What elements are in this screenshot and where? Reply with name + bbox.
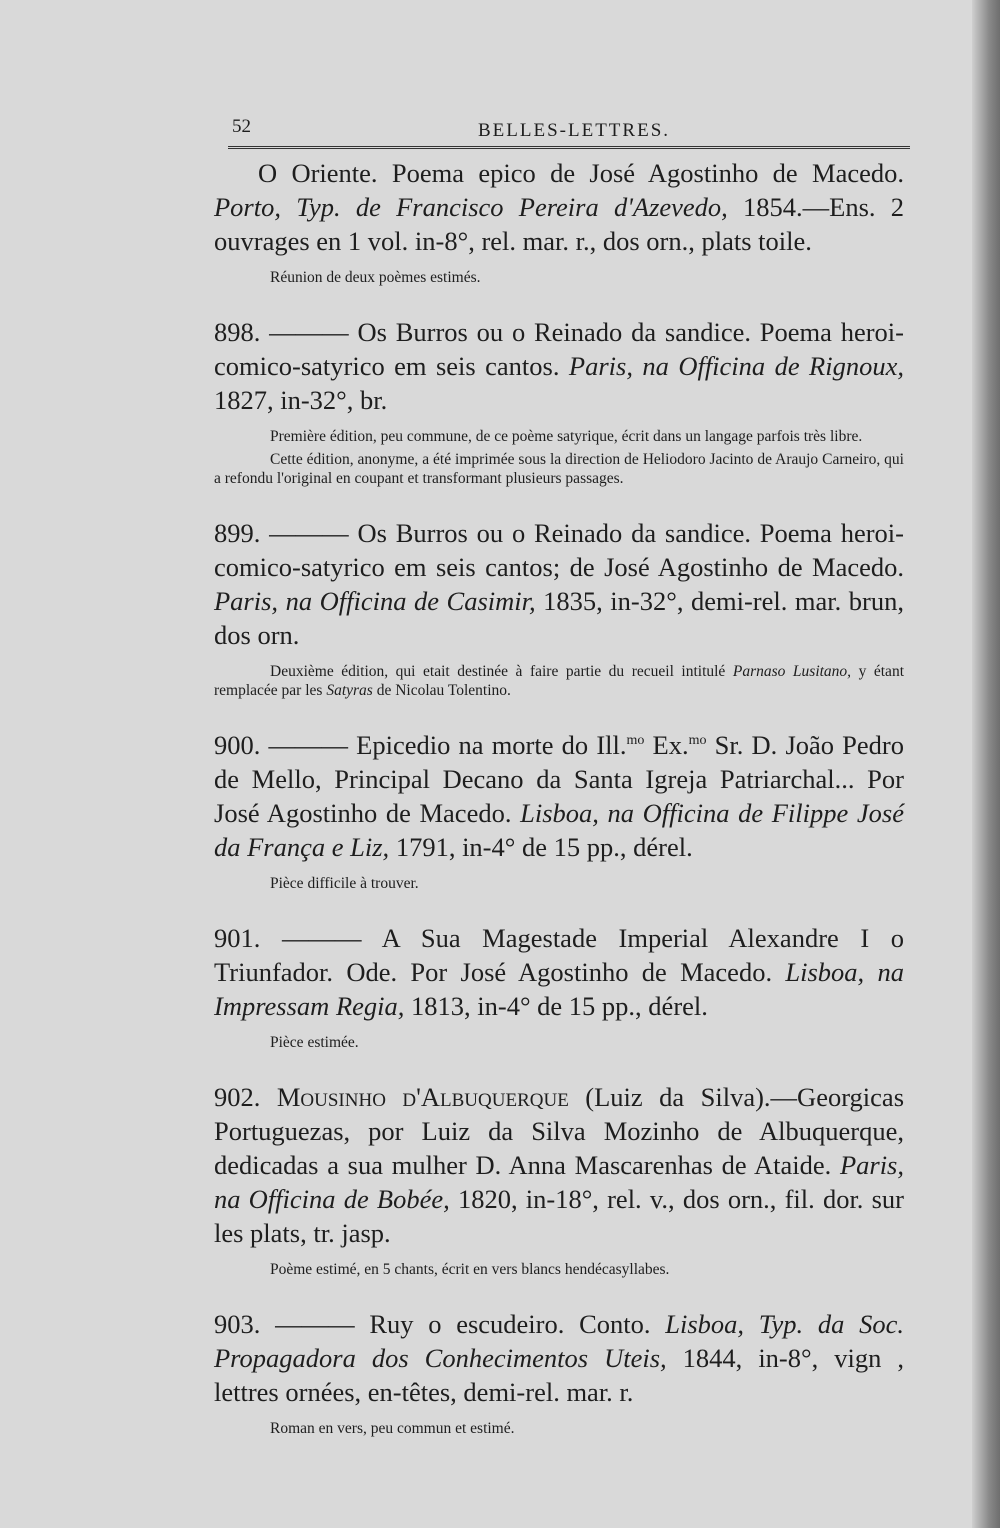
entry-description: ——— A Sua Magestade Imperial Alexandre I o Triunfador. Ode. Por José Agostinho de Macedo. Lisboa, na Impressam Regia, 1813, in-4° de 15 pp., dérel. [214, 923, 905, 1021]
catalog-entry [214, 315, 904, 488]
entry-description: O Oriente. Poema epico de José Agostinho de Macedo. Porto, Typ. de Francisco Pereira d'Azevedo, 1854.—Ens. 2 ouvrages en 1 vol. in-8°, rel. mar. r., dos orn., plats toile. [214, 158, 905, 256]
entry-number: 900. [214, 730, 269, 760]
entry-number: 902. [214, 1082, 277, 1112]
running-header [228, 116, 910, 149]
catalog-entry [214, 516, 904, 700]
entry-note: Pièce difficile à trouver. [270, 875, 419, 892]
entry-description: Mousinho d'Albuquerque (Luiz da Silva).—Georgicas Portuguezas, por Luiz da Silva Mozinho de Albuquerque, dedicadas a sua mulher D. Anna Mascarenhas de Ataide. Paris, na Officina de Bobée, 1820, in-18°, rel. v., dos orn., fil. dor. sur les plats, tr. jasp. [214, 1082, 905, 1248]
entry-text [214, 516, 904, 652]
entry-text [214, 1080, 904, 1250]
entry-note: Première édition, peu commune, de ce poème satyrique, écrit dans un langage parfois très libre. [270, 428, 863, 445]
book-spine-shadow [972, 0, 1000, 1528]
entry-text [214, 921, 904, 1023]
entry-text [214, 728, 904, 864]
catalog-entry [214, 1307, 904, 1438]
page-number: 52 [232, 116, 251, 137]
entry-note: Pièce estimée. [270, 1034, 359, 1051]
entry-note: Poème estimé, en 5 chants, écrit en vers blancs hendécasyllabes. [270, 1261, 670, 1278]
running-title: BELLES-LETTRES. [478, 120, 671, 141]
entry-description: ——— Epicedio na morte do Ill.$^{mo}$ Ex.$^{mo}$ Sr. D. João Pedro de Mello, Principal Decano da Santa Igreja Patriarchal... Por José Agostinho de Macedo. Lisboa, na Officina de Filippe José da França e Liz, 1791, in-4° de 15 pp., dérel. [214, 730, 905, 862]
entry-number: 898. [214, 317, 270, 347]
entry-description: ——— Os Burros ou o Reinado da sandice. Poema heroi-comico-satyrico em seis cantos; de José Agostinho de Macedo. Paris, na Officina de Casimir, 1835, in-32°, demi-rel. mar. brun, dos orn. [214, 518, 904, 650]
catalog-entry [214, 728, 904, 893]
entry-description: ——— Os Burros ou o Reinado da sandice. Poema heroi-comico-satyrico em seis cantos. Paris, na Officina de Rignoux, 1827, in-32°, br. [214, 317, 904, 415]
entry-note: Réunion de deux poèmes estimés. [270, 269, 481, 286]
entry-number: 901. [214, 923, 282, 953]
entry-text [214, 315, 904, 417]
entry-text [214, 1307, 904, 1409]
entry-description: ——— Ruy o escudeiro. Conto. Lisboa, Typ. da Soc. Propagadora dos Conhecimentos Uteis, 1844, in-8°, vign , lettres ornées, en-têtes, demi-rel. mar. r. [214, 1309, 905, 1407]
entry-note: Cette édition, anonyme, a été imprimée sous la direction de Heliodoro Jacinto de Araujo Carneiro, qui a refondu l'original en coupant et transformant plusieurs passages. [214, 451, 904, 487]
catalog-entry [214, 1080, 904, 1279]
entry-text [214, 156, 904, 258]
entry-note: Roman en vers, peu commun et estimé. [270, 1420, 515, 1437]
catalog-entries [214, 156, 904, 1466]
catalog-entry [214, 156, 904, 287]
entry-number: 899. [214, 518, 270, 548]
entry-number: 903. [214, 1309, 276, 1339]
entry-note: Deuxième édition, qui etait destinée à faire partie du recueil intitulé Parnaso Lusitano, y étant remplacée par les Satyras de Nicolau Tolentino. [214, 663, 904, 699]
catalog-entry [214, 921, 904, 1052]
